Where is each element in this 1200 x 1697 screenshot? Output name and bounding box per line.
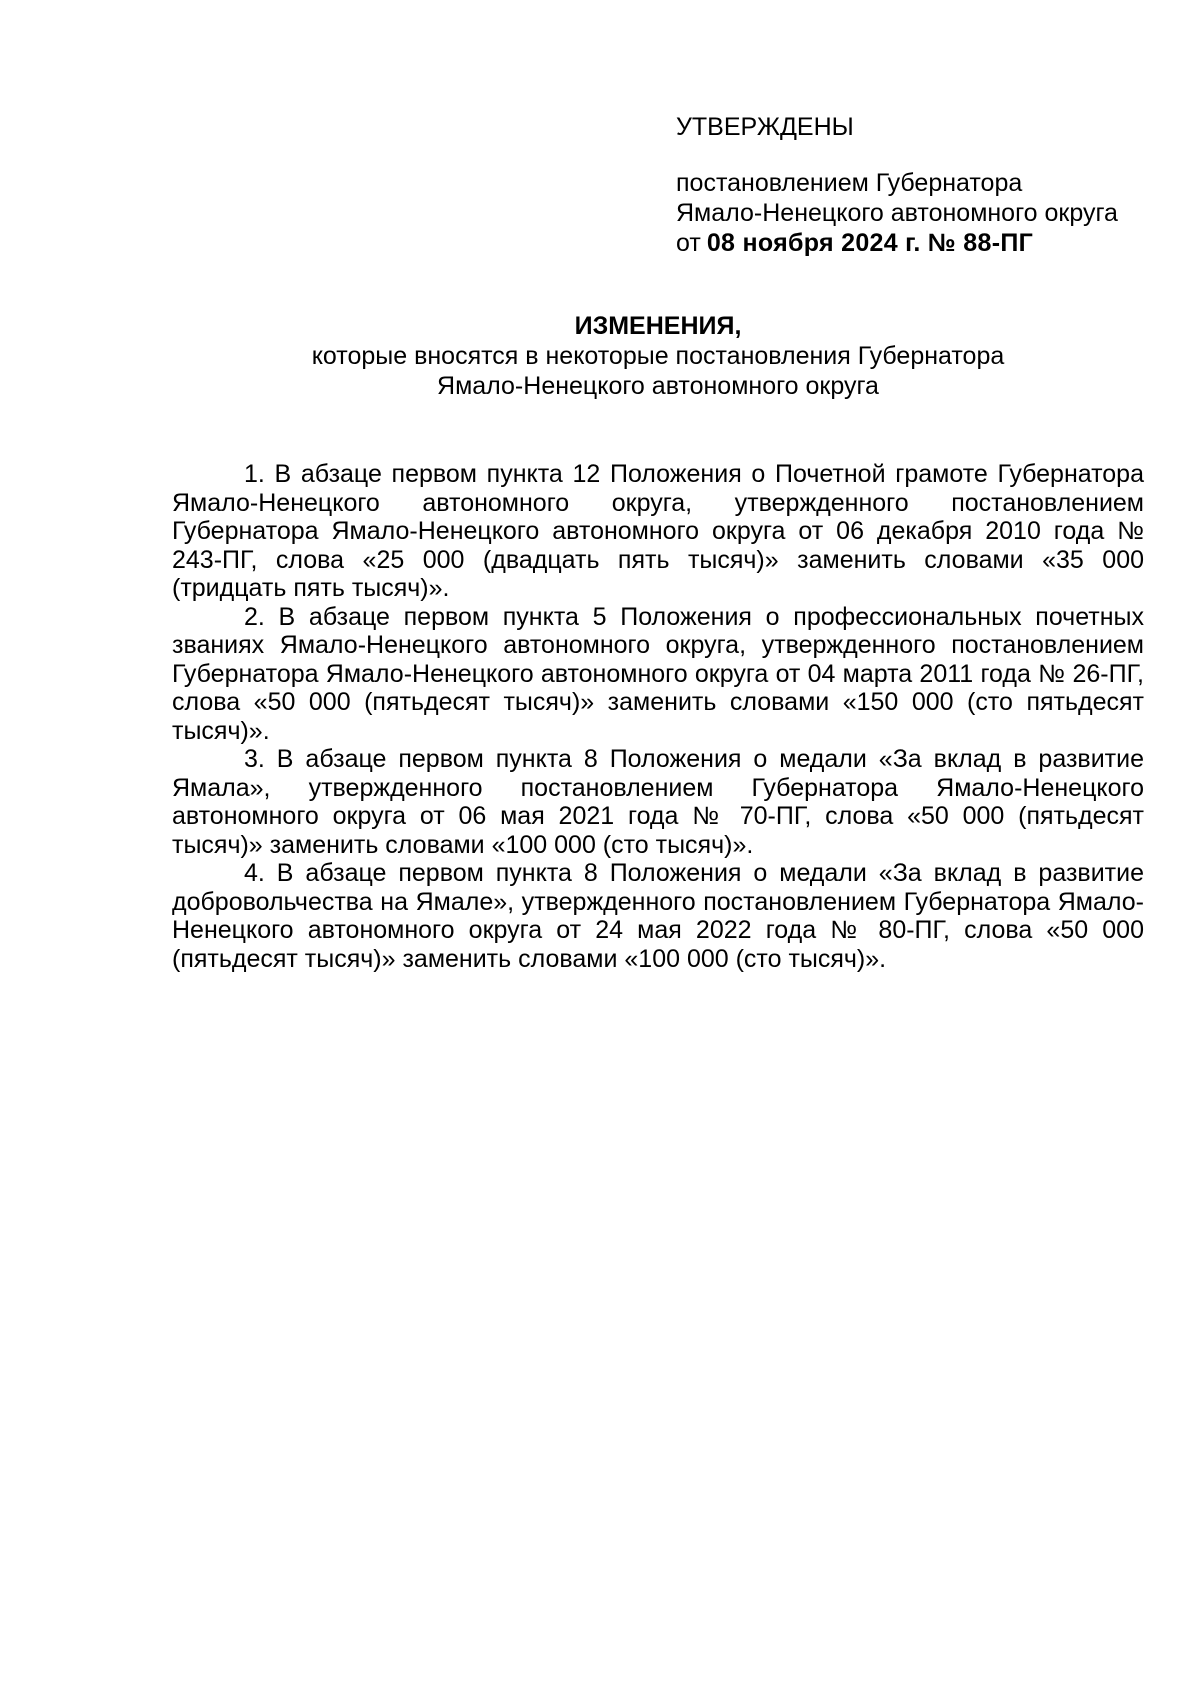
document-title: ИЗМЕНЕНИЯ,	[574, 312, 742, 340]
approval-date-line	[676, 228, 1176, 258]
approval-date-value: 08 ноября 2024 г. № 88-ПГ	[706, 229, 1034, 257]
approval-heading: УТВЕРЖДЕНЫ	[676, 113, 854, 141]
document-subtitle-line-1: которые вносятся в некоторые постановления Губернатора	[311, 342, 1005, 370]
approval-line-1: постановлением Губернатора	[676, 169, 1023, 197]
title-block	[172, 311, 1144, 401]
paragraph-item-2: 2. В абзаце первом пункта 5 Положения о профессиональных почетных званиях Ямало-Ненецкого автономного округа, утвержденного постановлением Губернатора Ямало-Ненецкого автономного округа от 04 марта 2011 года № 26-ПГ, слова «50 000 (пятьдесят тысяч)» заменить словами «150 000 (сто пятьдесят тысяч)».	[172, 602, 1144, 745]
document-body	[172, 460, 1144, 973]
approval-line-2: Ямало-Ненецкого автономного округа	[676, 199, 1118, 227]
paragraph-item-1: 1. В абзаце первом пункта 12 Положения о Почетной грамоте Губернатора Ямало-Ненецкого автономного округа, утвержденного постановлением Губернатора Ямало-Ненецкого автономного округа от 06 декабря 2010 года № 243-ПГ, слова «25 000 (двадцать пять тысяч)» заменить словами «35 000 (тридцать пять тысяч)».	[172, 460, 1144, 602]
approval-date-prefix: от	[676, 229, 701, 257]
paragraph-item-3: 3. В абзаце первом пункта 8 Положения о медали «За вклад в развитие Ямала», утвержденного постановлением Губернатора Ямало-Ненецкого автономного округа от 06 мая 2021 года № 70-ПГ, слова «50 000 (пятьдесят тысяч)» заменить словами «100 000 (сто тысяч)».	[172, 745, 1144, 859]
paragraph-item-4: 4. В абзаце первом пункта 8 Положения о медали «За вклад в развитие добровольчества на Ямале», утвержденного постановлением Губернатора Ямало-Ненецкого автономного округа от 24 мая 2022 года № 80-ПГ, слова «50 000 (пятьдесят тысяч)» заменить словами «100 000 (сто тысяч)».	[172, 859, 1144, 973]
approval-block	[676, 112, 1176, 258]
document-subtitle-line-2: Ямало-Ненецкого автономного округа	[437, 372, 879, 400]
